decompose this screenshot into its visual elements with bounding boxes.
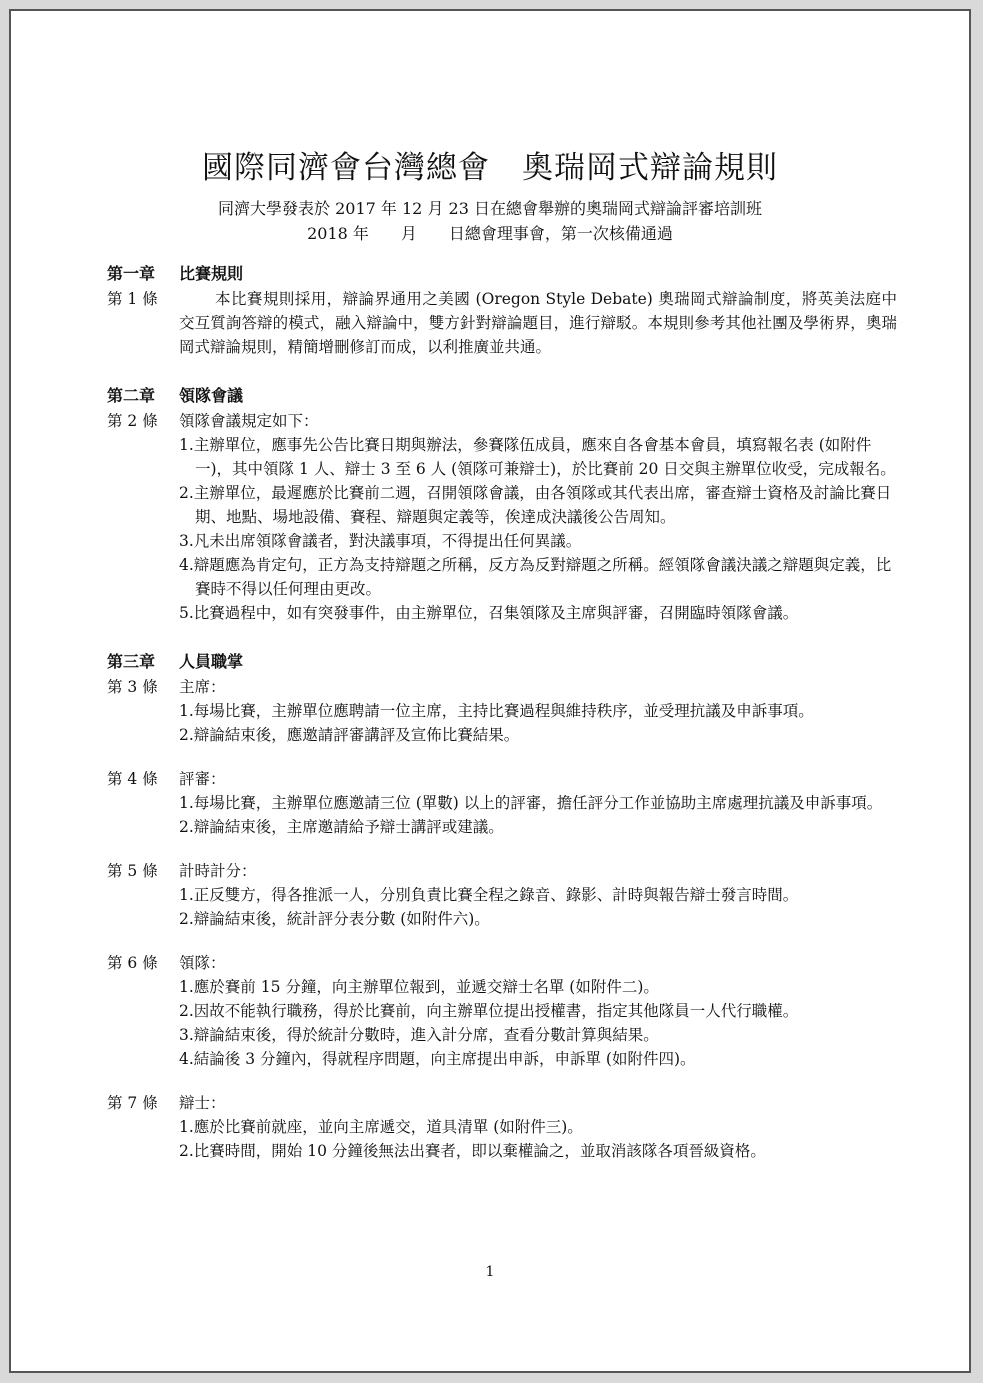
list-item: 2.因故不能執行職務，得於比賽前，向主辦單位提出授權書，指定其他隊員一人代行職權。 <box>179 1002 799 1020</box>
list-item: 1.每場比賽，主辦單位應聘請一位主席，主持比賽過程與維持秩序，並受理抗議及申訴事項。 <box>179 702 814 720</box>
article-2 <box>107 409 897 433</box>
document-body <box>107 261 897 1163</box>
chapter-title: 人員職掌 <box>179 652 244 671</box>
list-item: 1.應於賽前 15 分鐘，向主辦單位報到，並遞交辯士名單 (如附件二)。 <box>179 978 659 996</box>
list-item: 1.主辦單位，應事先公告比賽日期與辦法，參賽隊伍成員，應來自各會基本會員，填寫報名表 (如附件一)，其中領隊 1 人、辯士 3 至 6 人 (領隊可兼辯士)，於比賽前 20 日交與主辦單位收受，完成報名。 <box>179 436 896 478</box>
article-heading: 評審： <box>179 770 226 788</box>
document-subtitle-publication: 同濟大學發表於 2017 年 12 月 23 日在總會舉辦的奧瑞岡式辯論評審培訓班 <box>218 199 762 218</box>
article-paragraph: 本比賽規則採用，辯論界通用之美國 (Oregon Style Debate) 奧瑞岡式辯論制度，將英美法庭中交互質詢答辯的模式，融入辯論中，雙方針對辯論題目，進行辯駁。本規則參考其他社團及學術界，奧瑞岡式辯論規則，精簡增刪修訂而成，以利推廣並共通。 <box>179 290 897 356</box>
article-label: 第 1 條 <box>107 290 158 308</box>
article-4 <box>107 767 897 791</box>
document-subtitle-approval: 2018 年 月 日總會理事會，第一次核備通過 <box>307 224 673 243</box>
article-heading: 計時計分： <box>179 862 257 880</box>
article-heading: 辯士： <box>179 1094 226 1112</box>
article-label: 第 3 條 <box>107 678 158 696</box>
list-item: 4.辯題應為肯定句，正方為支持辯題之所稱，反方為反對辯題之所稱。經領隊會議決議之辯題與定義，比賽時不得以任何理由更改。 <box>179 556 892 598</box>
article-1 <box>107 287 897 359</box>
list-item: 5.比賽過程中，如有突發事件，由主辦單位，召集領隊及主席與評審，召開臨時領隊會議。 <box>179 604 799 622</box>
list-item: 2.辯論結束後，主席邀請給予辯士講評或建議。 <box>179 818 504 836</box>
document-title: 國際同濟會台灣總會 奧瑞岡式辯論規則 <box>202 150 778 186</box>
article-heading: 主席： <box>179 678 226 696</box>
list-item: 2.比賽時間，開始 10 分鐘後無法出賽者，即以棄權論之，並取消該隊各項晉級資格。 <box>179 1142 766 1160</box>
article-label: 第 7 條 <box>107 1094 158 1112</box>
article-3 <box>107 675 897 699</box>
list-item: 1.應於比賽前就座，並向主席遞交，道具清單 (如附件三)。 <box>179 1118 583 1136</box>
list-item: 3.辯論結束後，得於統計分數時，進入計分席，查看分數計算與結果。 <box>179 1026 659 1044</box>
chapter-title: 領隊會議 <box>179 386 244 405</box>
list-item: 1.正反雙方，得各推派一人，分別負責比賽全程之錄音、錄影、計時與報告辯士發言時間。 <box>179 886 799 904</box>
article-label: 第 4 條 <box>107 770 158 788</box>
chapter-heading <box>107 261 897 287</box>
article-5 <box>107 859 897 883</box>
page-number: 1 <box>485 1264 495 1280</box>
article-label: 第 5 條 <box>107 862 158 880</box>
article-heading: 領隊會議規定如下： <box>179 412 319 430</box>
list-item: 1.每場比賽，主辦單位應邀請三位 (單數) 以上的評審，擔任評分工作並協助主席處理抗議及申訴事項。 <box>179 794 883 812</box>
chapter-heading <box>107 383 897 409</box>
article-heading: 領隊： <box>179 954 226 972</box>
article-label: 第 2 條 <box>107 412 158 430</box>
list-item: 2.辯論結束後，統計評分表分數 (如附件六)。 <box>179 910 490 928</box>
chapter-heading <box>107 649 897 675</box>
list-item: 2.辯論結束後，應邀請評審講評及宣佈比賽結果。 <box>179 726 520 744</box>
article-6 <box>107 951 897 975</box>
list-item: 4.結論後 3 分鐘內，得就程序問題，向主席提出申訴，申訴單 (如附件四)。 <box>179 1050 696 1068</box>
document-page <box>9 9 971 1373</box>
article-7 <box>107 1091 897 1115</box>
chapter-label: 第二章 <box>107 386 156 405</box>
list-item: 3.凡未出席領隊會議者，對決議事項，不得提出任何異議。 <box>179 532 582 550</box>
chapter-label: 第一章 <box>107 264 156 283</box>
chapter-title: 比賽規則 <box>179 264 244 283</box>
list-item: 2.主辦單位，最遲應於比賽前二週，召開領隊會議，由各領隊或其代表出席，審查辯士資格及討論比賽日期、地點、場地設備、賽程、辯題與定義等，俟達成決議後公告周知。 <box>179 484 892 526</box>
article-label: 第 6 條 <box>107 954 158 972</box>
chapter-label: 第三章 <box>107 652 156 671</box>
